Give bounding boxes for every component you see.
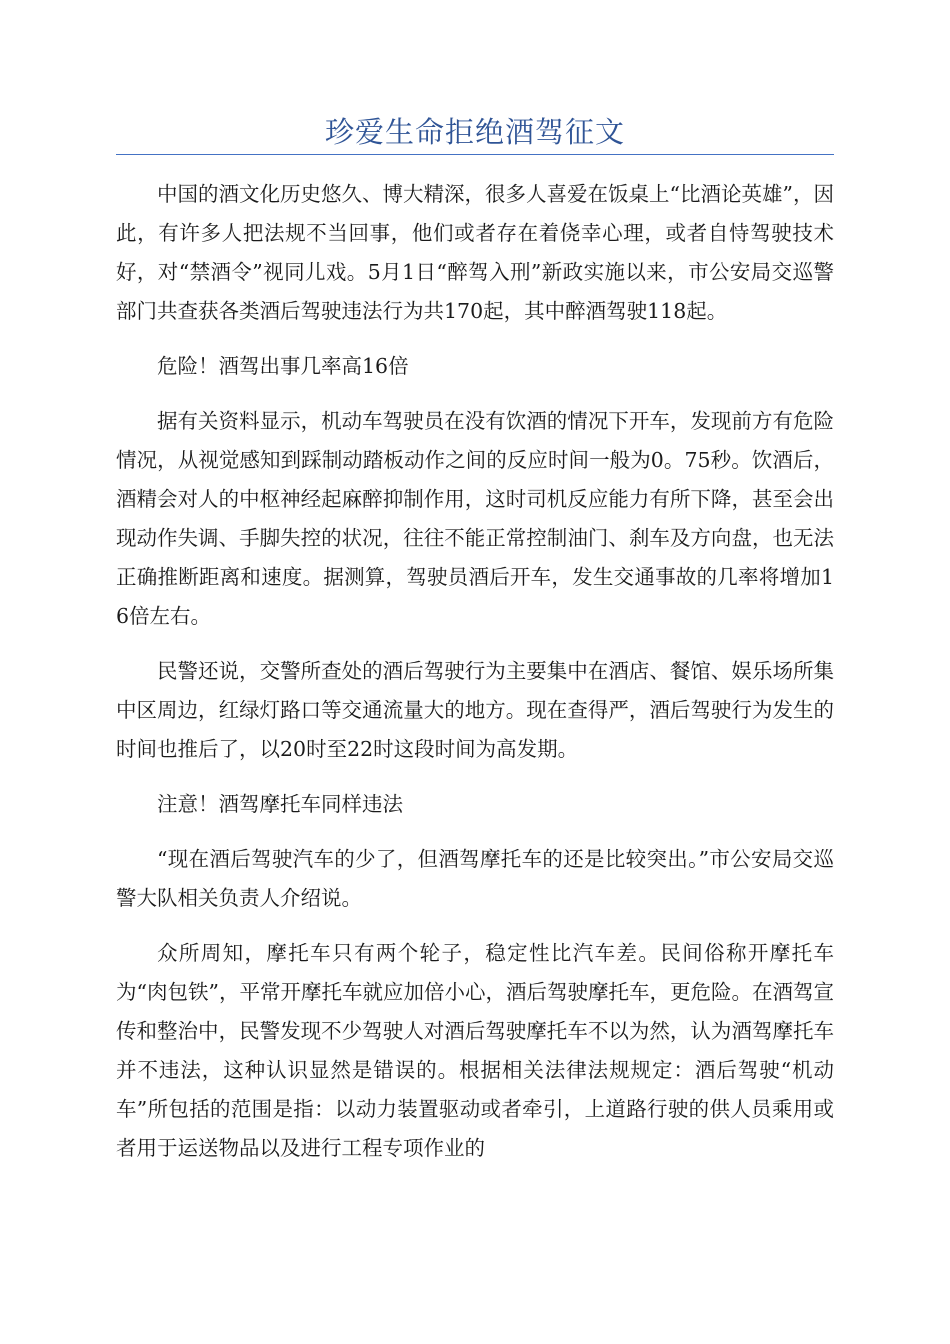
title-underline [116, 154, 834, 155]
paragraph-heading-danger: 危险！酒驾出事几率高16倍 [157, 354, 409, 378]
paragraph-police-findings: 民警还说，交警所查处的酒后驾驶行为主要集中在酒店、餐馆、娱乐场所集中区周边，红绿灯路口等交通流量大的地方。现在查得严，酒后驾驶行为发生的时间也推后了，以20时至22时这段时间为高发期。 [116, 659, 834, 761]
document-body [116, 175, 834, 1184]
paragraph-reaction-time: 据有关资料显示，机动车驾驶员在没有饮酒的情况下开车，发现前方有危险情况，从视觉感知到踩制动踏板动作之间的反应时间一般为0。75秒。饮酒后，酒精会对人的中枢神经起麻醉抑制作用，这时司机反应能力有所下降，甚至会出现动作失调、手脚失控的状况，往往不能正常控制油门、刹车及方向盘，也无法正确推断距离和速度。据测算，驾驶员酒后开车，发生交通事故的几率将增加16倍左右。 [116, 409, 834, 628]
paragraph-heading-motorcycle: 注意！酒驾摩托车同样违法 [157, 792, 403, 816]
paragraph-quote: “现在酒后驾驶汽车的少了，但酒驾摩托车的还是比较突出。”市公安局交巡警大队相关负责人介绍说。 [116, 847, 834, 910]
document-title: 珍爱生命拒绝酒驾征文 [324, 115, 625, 149]
paragraph-intro: 中国的酒文化历史悠久、博大精深，很多人喜爱在饭桌上“比酒论英雄”，因此，有许多人把法规不当回事，他们或者存在着侥幸心理，或者自恃驾驶技术好，对“禁酒令”视同儿戏。5月1日“醉驾入刑”新政实施以来，市公安局交巡警部门共查获各类酒后驾驶违法行为共170起，其中醉酒驾驶118起。 [116, 182, 834, 323]
paragraph-motorcycle-risk: 众所周知，摩托车只有两个轮子，稳定性比汽车差。民间俗称开摩托车为“肉包铁”，平常开摩托车就应加倍小心，酒后驾驶摩托车，更危险。在酒驾宣传和整治中，民警发现不少驾驶人对酒后驾驶摩托车不以为然，认为酒驾摩托车并不违法，这种认识显然是错误的。根据相关法律法规规定：酒后驾驶“机动车”所包括的范围是指：以动力装置驱动或者牵引，上道路行驶的供人员乘用或者用于运送物品以及进行工程专项作业的 [116, 941, 834, 1160]
